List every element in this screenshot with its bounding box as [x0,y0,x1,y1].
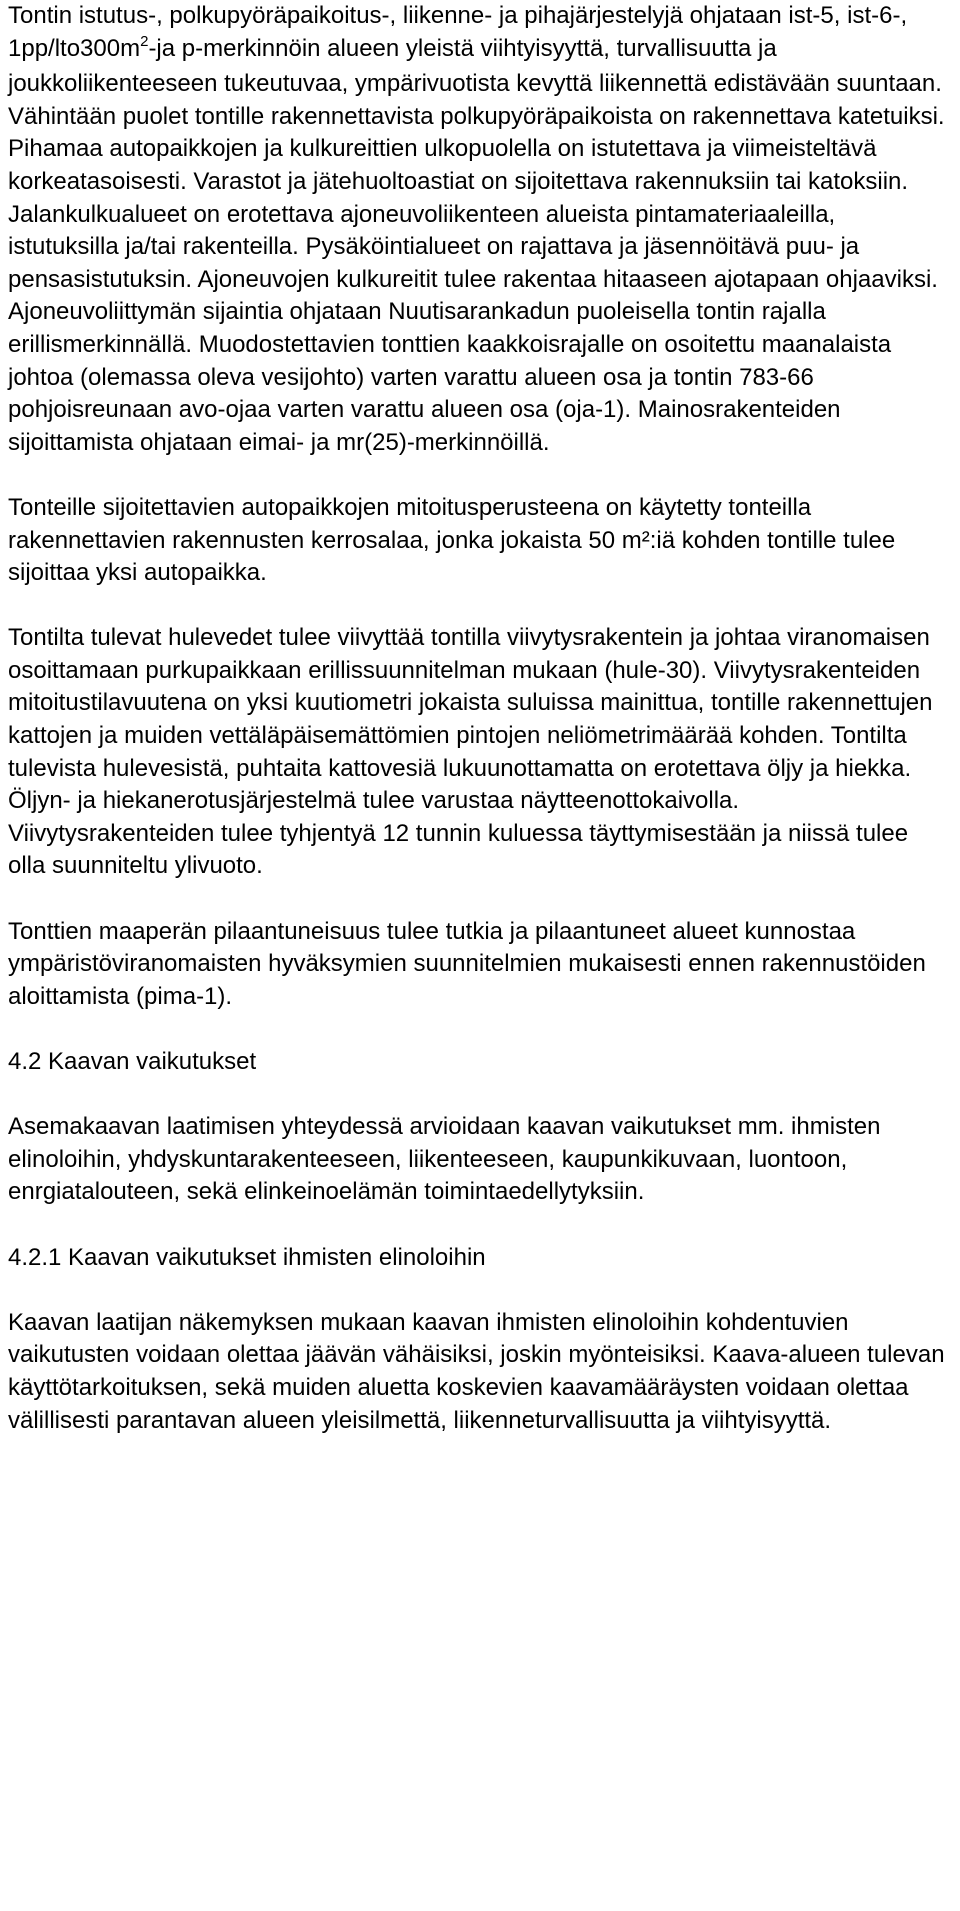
document-page [8,0,952,1437]
paragraph-text-part-2: -ja p-merkinnöin alueen yleistä viihtyisyyttä, turvallisuutta ja joukkoliikenteeseen tukeutuvaa, ympärivuotista kevyttä liikennettä edistävään suuntaan. Vähintään puolet tontille rakennettavista polkupyöräpaikoista on rakennettava katetuiksi. Pihamaa autopaikkojen ja kulkureittien ulkopuolella on istutettava ja viimeisteltävä korkeatasoisesti. Varastot ja jätehuoltoastiat on sijoitettava rakennuksiin tai katoksiin. Jalankulkualueet on erotettava ajoneuvoliikenteen alueista pintamateriaaleilla, istutuksilla ja/tai rakenteilla. Pysäköintialueet on rajattava ja jäsennöitävä puu- ja pensasistutuksin. Ajoneuvojen kulkureitit tulee rakentaa hitaaseen ajotapaan ohjaaviksi. Ajoneuvoliittymän sijaintia ohjataan Nuutisarankadun puoleisella tontin rajalla erillismerkinnällä. Muodostettavien tonttien kaakkoisrajalle on osoitettu maanalaista johtoa (olemassa oleva vesijohto) varten varattu alueen osa ja tontin 783-66 pohjoisreunaan avo-ojaa varten varattu alueen osa (oja-1). Mainosrakenteiden sijoittamista ohjataan eimai- ja mr(25)-merkinnöillä. [8,34,945,456]
superscript-two: 2 [140,32,149,50]
paragraph-site-planting-parking [8,0,952,459]
paragraph-4-2: Asemakaavan laatimisen yhteydessä arvioidaan kaavan vaikutukset mm. ihmisten elinoloihin, yhdyskuntarakenteeseen, liikenteeseen, kaupunkikuvaan, luontoon, enrgiatalouteen, sekä elinkeinoelämän toimintaedellytyksiin. [8,1113,881,1206]
paragraph-soil-contamination: Tonttien maaperän pilaantuneisuus tulee tutkia ja pilaantuneet alueet kunnostaa ympäristöviranomaisten hyväksymien suunnitelmien mukaisesti ennen rakennustöiden aloittamista (pima-1). [8,917,926,1010]
paragraph-text-part-1: Tontin istutus-, polkupyöräpaikoitus-, liikenne- ja pihajärjestelyjä ohjataan ist-5, ist-6-, 1pp/lto300m [8,2,908,62]
paragraph-stormwater: Tontilta tulevat hulevedet tulee viivyttää tontilla viivytysrakentein ja johtaa viranomaisen osoittamaan purkupaikkaan erillissuunnitelman mukaan (hule-30). Viivytysrakenteiden mitoitustilavuutena on yksi kuutiometri jokaista suluissa mainittua, tontille rakennettujen kattojen ja muiden vettäläpäisemättömien pintojen neliömetrimäärää kohden. Tontilta tulevista hulevesistä, puhtaita kattovesiä lukuunottamatta on erotettava öljy ja hiekka. Öljyn- ja hiekanerotusjärjestelmä tulee varustaa näytteenottokaivolla. Viivytysrakenteiden tulee tyhjentyä 12 tunnin kuluessa täyttymisestään ja niissä tulee olla suunniteltu ylivuoto. [8,624,933,880]
heading-4-2-1: 4.2.1 Kaavan vaikutukset ihmisten elinoloihin [8,1243,486,1271]
paragraph-4-2-1: Kaavan laatijan näkemyksen mukaan kaavan ihmisten elinoloihin kohdentuvien vaikutusten voidaan olettaa jäävän vähäisiksi, joskin myönteisiksi. Kaava-alueen tulevan käyttötarkoituksen, sekä muiden aluetta koskevien kaavamääräysten voidaan olettaa välillisesti parantavan alueen yleisilmettä, liikenneturvallisuutta ja viihtyisyyttä. [8,1308,945,1434]
heading-4-2: 4.2 Kaavan vaikutukset [8,1048,257,1075]
paragraph-parking-dimensioning: Tonteille sijoitettavien autopaikkojen mitoitusperusteena on käytetty tonteilla rakennettavien rakennusten kerrosalaa, jonka jokaista 50 m²:iä kohden tontille tulee sijoittaa yksi autopaikka. [8,493,896,587]
